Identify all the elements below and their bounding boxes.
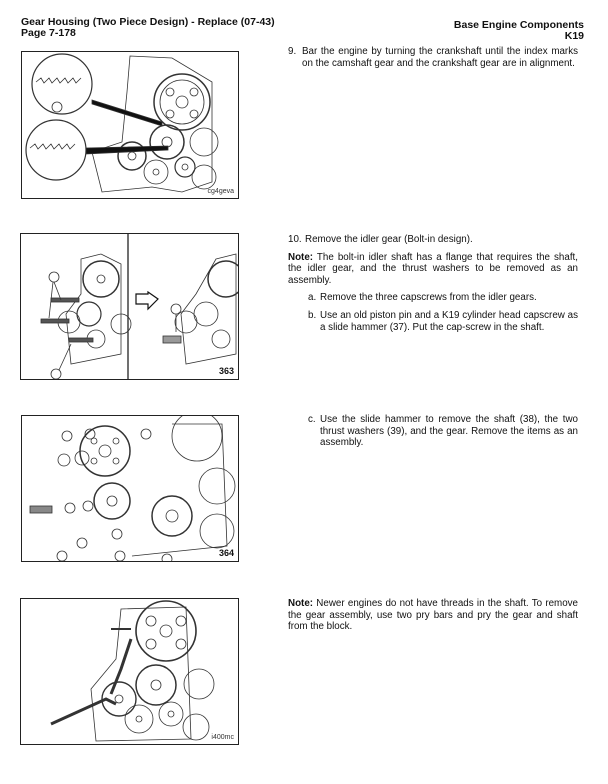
page-header-left [21, 17, 275, 39]
substep-c [308, 414, 578, 449]
figure-id: cg4geva [207, 188, 234, 195]
note-label: Note: [288, 598, 314, 609]
substep-text: Remove the three capscrews from the idler gears. [320, 292, 537, 304]
step-text: Bar the engine by turning the crankshaft until the index marks on the camshaft gear and the crankshaft gear are in alignment. [302, 46, 578, 69]
substep-b [308, 310, 578, 333]
page-number: Page 7-178 [21, 27, 76, 39]
substep-letter: b. [308, 309, 317, 321]
figure-gear-alignment [21, 51, 239, 199]
substep-letter: a. [308, 292, 317, 304]
substep-a [308, 292, 578, 304]
note-newer-engines [288, 598, 578, 633]
figure-pry-bars [20, 598, 239, 745]
document-title: Gear Housing (Two Piece Design) - Replace (07-43) [21, 16, 275, 28]
step-number: 10. [288, 234, 302, 245]
figure-remove-capscrews [20, 233, 239, 380]
note [288, 598, 578, 633]
figure-exploded-shaft [21, 415, 239, 562]
step-10 [288, 234, 578, 333]
step-9 [288, 46, 578, 69]
substep-text: Use the slide hammer to remove the shaft (38), the two thrust washers (39), and the gear. Remove the items as an assembly. [320, 414, 578, 449]
figure-id: 364 [218, 548, 234, 558]
figure-id: 363 [218, 366, 234, 376]
idler-gear-removal-illustration [21, 234, 238, 379]
pry-bar-illustration [21, 599, 238, 744]
section-title: Base Engine Components [453, 19, 584, 31]
substep-text: Use an old piston pin and a K19 cylinder head capscrew as a slide hammer (37). Put the cap-screw in the shaft. [320, 309, 578, 333]
note-label: Note: [288, 251, 314, 263]
note-text: Newer engines do not have threads in the shaft. To remove the gear assembly, use two pry bars and pry the gear and shaft from the block. [288, 598, 578, 633]
step-text: Remove the idler gear (Bolt-in design). [305, 234, 473, 245]
step-number: 9. [288, 46, 297, 57]
note [288, 252, 578, 287]
page-header-right [454, 20, 584, 42]
engine-model: K19 [564, 30, 584, 42]
gear-train-illustration [22, 52, 238, 198]
substep-letter: c. [308, 414, 316, 425]
note-text: The bolt-in idler shaft has a flange that requires the shaft, the idler gear, and the thrust washers to be removed as an assembly. [288, 251, 578, 286]
figure-id: i400mc [211, 734, 234, 741]
shaft-washer-exploded-illustration [22, 416, 238, 561]
step-10-c [288, 414, 578, 449]
